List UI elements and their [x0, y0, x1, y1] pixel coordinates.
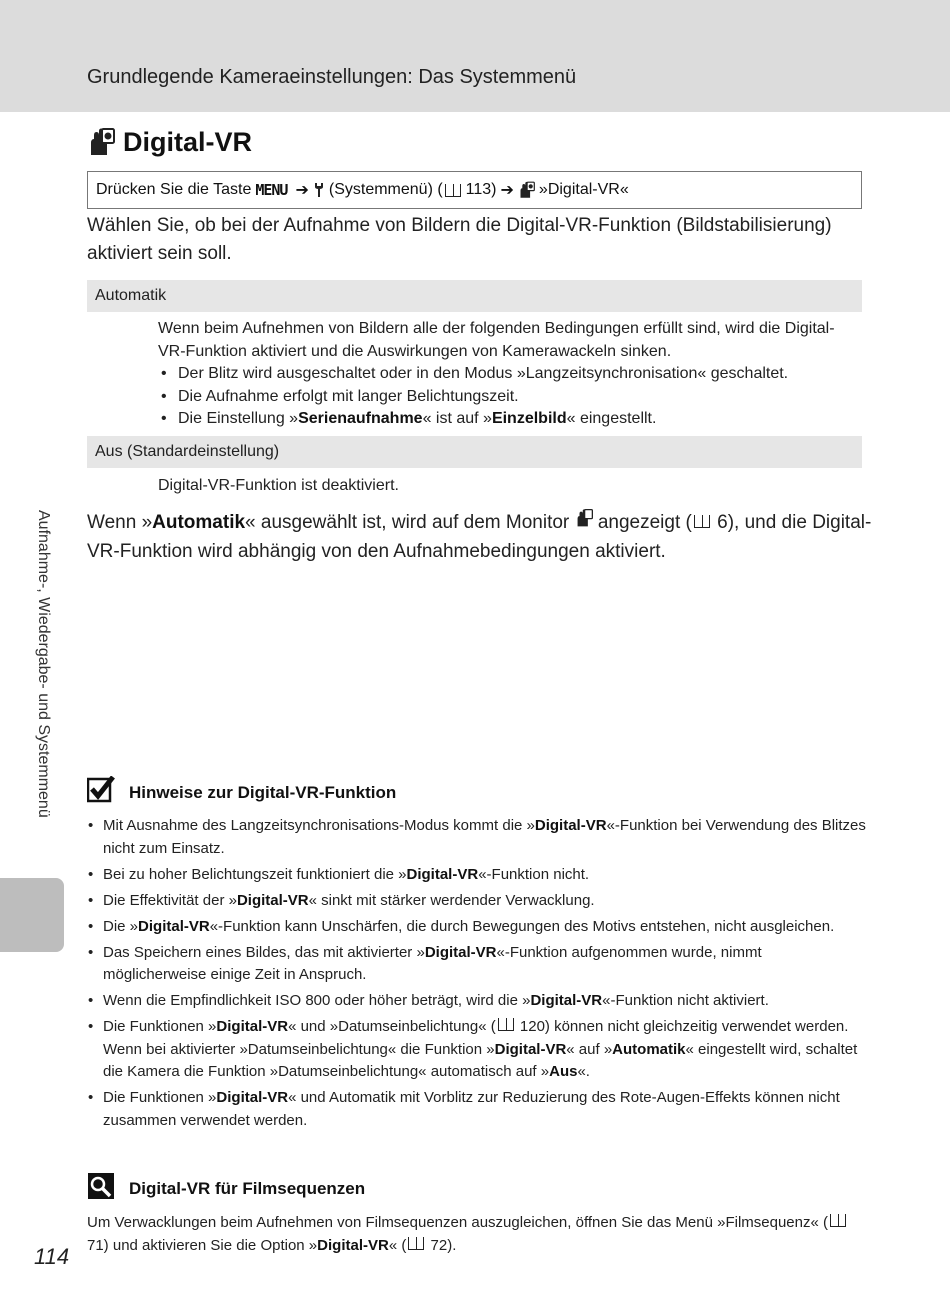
book-icon	[694, 515, 710, 528]
menu-path-page: 113)	[465, 181, 497, 198]
movie-title: Digital-VR für Filmsequenzen	[129, 1178, 366, 1198]
menu-path-prefix: Drücken Sie die Taste	[96, 181, 252, 198]
list-item: • Die Effektivität der »Digital-VR« sinkt mit stärker werdender Verwacklung.	[87, 890, 867, 913]
running-header: Grundlegende Kameraeinstellungen: Das Systemmenü	[87, 66, 577, 88]
condition-list	[158, 363, 858, 431]
section-title	[87, 124, 252, 160]
vibration-reduction-icon	[518, 181, 535, 199]
list-item: • Die »Digital-VR«-Funktion kann Unschärfen, die durch Bewegungen des Motivs entstehen, nicht ausgleichen.	[87, 916, 867, 939]
wrench-icon	[313, 182, 325, 198]
menu-path-box	[87, 171, 862, 209]
checkmark-icon	[87, 776, 115, 809]
section-title-text: Digital-VR	[123, 126, 253, 157]
vibration-reduction-icon	[87, 127, 115, 157]
side-tab-label: Aufnahme-, Wiedergabe- und Systemmenü	[35, 510, 52, 818]
notes-title: Hinweise zur Digital-VR-Funktion	[129, 782, 397, 802]
vibration-reduction-icon	[575, 512, 593, 533]
list-item: • Das Speichern eines Bildes, das mit aktivierter »Digital-VR«-Funktion aufgenommen wurde, nimmt möglicherweise einige Zeit in Anspruch.	[87, 942, 867, 987]
list-item: • Mit Ausnahme des Langzeitsynchronisations-Modus kommt die »Digital-VR«-Funktion bei Verwendung des Blitzes nicht zum Einsatz.	[87, 815, 867, 860]
notes-heading	[87, 776, 396, 809]
book-icon	[498, 1018, 514, 1031]
book-icon	[445, 184, 461, 197]
list-item: • Wenn die Empfindlichkeit ISO 800 oder höher beträgt, wird die »Digital-VR«-Funktion nicht aktiviert.	[87, 990, 867, 1013]
list-item: • Die Aufnahme erfolgt mit langer Belichtungszeit.	[158, 386, 858, 409]
option-body-aus: Digital-VR-Funktion ist deaktiviert.	[158, 477, 399, 494]
option-body-automatik	[158, 318, 858, 431]
menu-path-target: »Digital-VR«	[538, 181, 629, 198]
option-header-aus: Aus (Standardeinstellung)	[87, 436, 862, 468]
movie-text: Um Verwacklungen beim Aufnehmen von Filmsequenzen auszugleichen, öffnen Sie das Menü »Filmsequenz« ( 71) und aktivieren Sie die Option »Digital-VR« ( 72).	[87, 1212, 867, 1257]
option-header-automatik: Automatik	[87, 280, 862, 312]
main-note: Wenn »Automatik« ausgewählt ist, wird auf dem Monitor angezeigt ( 6), und die Digital-VR-Funktion wird abhängig von den Aufnahmebedingungen aktiviert.	[87, 508, 877, 566]
book-icon	[830, 1214, 846, 1227]
notes-list	[87, 815, 867, 1136]
menu-button-label: MENU	[255, 181, 288, 199]
side-tab-marker	[0, 878, 64, 952]
list-item: • Der Blitz wird ausgeschaltet oder in den Modus »Langzeitsynchronisation« geschaltet.	[158, 363, 858, 386]
list-item: • Die Funktionen »Digital-VR« und Automatik mit Vorblitz zur Reduzierung des Rote-Augen-Effekts können nicht zusammen verwendet werden.	[87, 1087, 867, 1132]
book-icon	[408, 1237, 424, 1250]
list-item: • Die Funktionen »Digital-VR« und »Datumseinbelichtung« ( 120) können nicht gleichzeitig verwendet werden. Wenn bei aktivierter »Datumseinbelichtung« die Funktion »Digital-VR« auf »Automatik« eingestellt wird, schaltet die Kamera die Funktion »Datumseinbelichtung« automatisch auf »Aus«.	[87, 1016, 867, 1084]
header-band	[0, 0, 950, 112]
option-description: Wenn beim Aufnehmen von Bildern alle der folgenden Bedingungen erfüllt sind, wird die Digital-VR-Funktion aktiviert und die Auswirkungen von Kamerawackeln sinken.	[158, 320, 835, 360]
list-item: • Bei zu hoher Belichtungszeit funktioniert die »Digital-VR«-Funktion nicht.	[87, 864, 867, 887]
arrow-icon: ➔	[295, 182, 309, 199]
menu-path-setup: (Systemmenü) (	[328, 181, 443, 198]
magnifier-note-icon	[87, 1172, 115, 1205]
list-item: • Die Einstellung »Serienaufnahme« ist auf »Einzelbild« eingestellt.	[158, 408, 858, 431]
movie-heading	[87, 1172, 365, 1205]
intro-text: Wählen Sie, ob bei der Aufnahme von Bildern die Digital-VR-Funktion (Bildstabilisierung) aktiviert sein soll.	[87, 215, 832, 264]
arrow-icon: ➔	[500, 182, 514, 199]
page-number: 114	[34, 1244, 70, 1269]
